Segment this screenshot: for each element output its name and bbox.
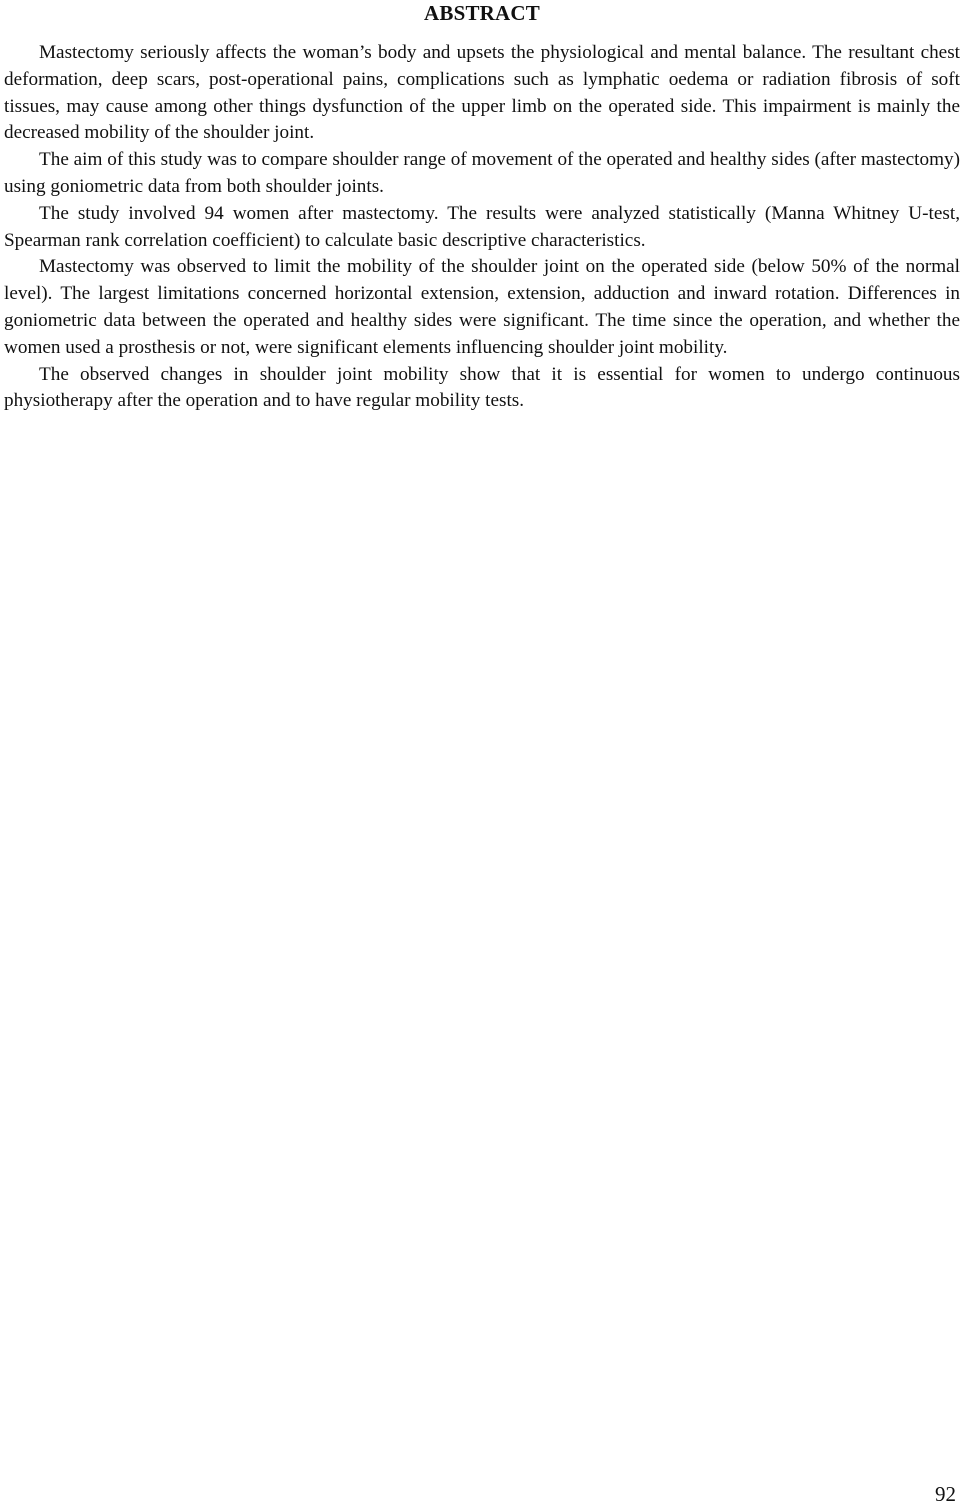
abstract-paragraph-1: Mastectomy seriously affects the woman’s body and upsets the physiological and mental balance. The resultant chest deformation, deep scars, post-operational pains, complications such as lymphatic oedema or radiation fibrosis of soft tissues, may cause among other things dysfunction of the upper limb on the operated side. This impairment is mainly the decreased mobility of the shoulder joint. [4,42,960,144]
abstract-paragraph-2: The aim of this study was to compare shoulder range of movement of the operated and healthy sides (after mastectomy) using goniometric data from both shoulder joints. [4,149,960,197]
abstract-paragraph-5: The observed changes in shoulder joint mobility show that it is essential for women to undergo continuous physiotherapy after the operation and to have regular mobility tests. [4,363,960,412]
abstract-paragraph-3: The study involved 94 women after mastectomy. The results were analyzed statistically (Manna Whitney U-test, Spearman rank correlation coefficient) to calculate basic descriptive characteristics. [4,202,960,251]
abstract-paragraph-4: Mastectomy was observed to limit the mobility of the shoulder joint on the operated side (below 50% of the normal level). The largest limitations concerned horizontal extension, extension, adduction and inward rotation. Differences in goniometric data between the operated and healthy sides were significant. The time since the operation, and whether the women used a prosthesis or not, were significant elements influencing shoulder joint mobility. [4,256,960,358]
document-page [4,0,960,415]
page-number: 92 [935,1482,956,1506]
abstract-heading: ABSTRACT [424,1,540,25]
abstract-body [4,40,960,415]
